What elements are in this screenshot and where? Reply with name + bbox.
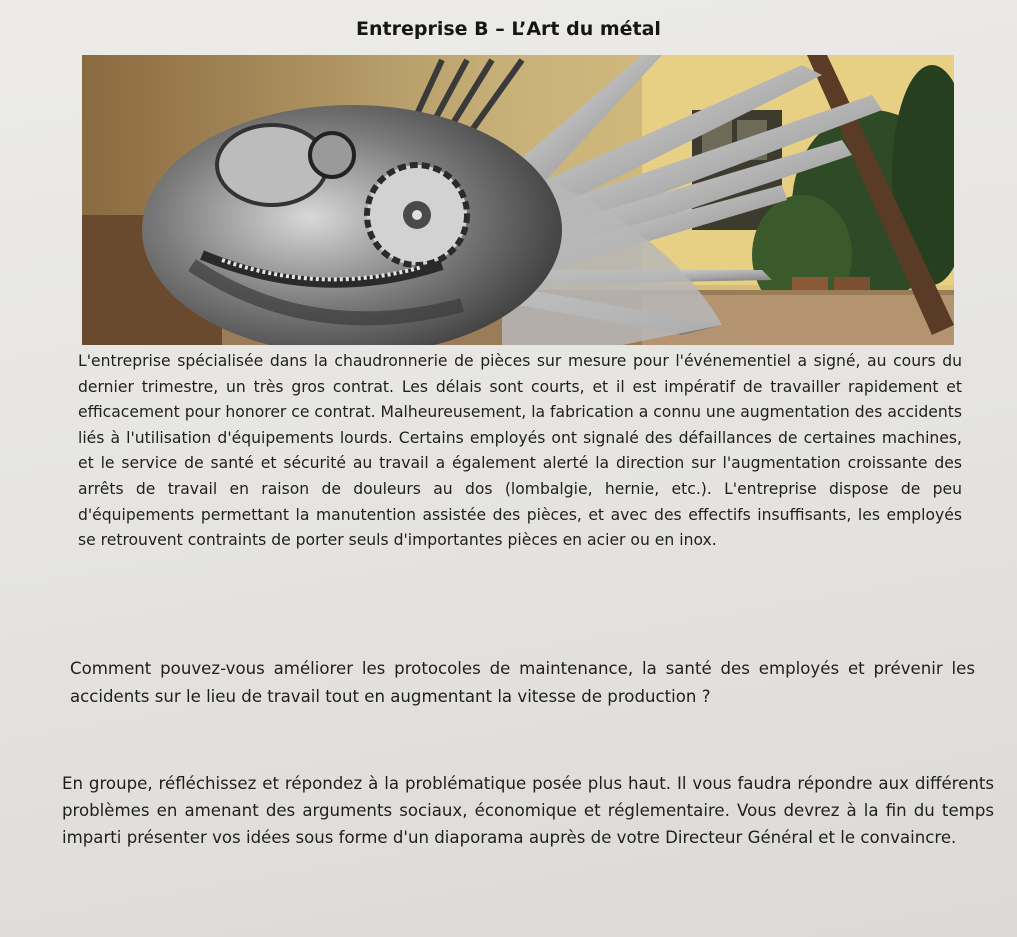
group-instructions: En groupe, réfléchissez et répondez à la problématique posée plus haut. Il vous faudra répondre aux différents problèmes en amenant des arguments sociaux, économique et réglementaire. Vous devrez à la fin du temps imparti présenter vos idées sous forme d'un diaporama auprès de votre Directeur Général et le convaincre. xyxy=(62,774,994,847)
document-title: Entreprise B – L’Art du métal xyxy=(356,18,661,40)
metal-fish-sculpture-photo xyxy=(82,55,954,345)
intro-paragraph: L'entreprise spécialisée dans la chaudronnerie de pièces sur mesure pour l'événementiel a signé, au cours du dernier trimestre, un très gros contrat. Les délais sont courts, et il est impératif de travailler rapidement et efficacement pour honorer ce contrat. Malheureusement, la fabrication a connu une augmentation des accidents liés à l'utilisation d'équipements lourds. Certains employés ont signalé des défaillances de certaines machines, et le service de santé et sécurité au travail a également alerté la direction sur l'augmentation croissante des arrêts de travail en raison de douleurs au dos (lombalgie, hernie, etc.). L'entreprise dispose de peu d'équipements permettant la manutention assistée des pièces, et avec des effectifs insuffisants, les employés se retrouvent contraints de porter seuls d'importantes pièces en acier ou en inox. xyxy=(78,352,962,550)
problem-question: Comment pouvez-vous améliorer les protocoles de maintenance, la santé des employés et prévenir les accidents sur le lieu de travail tout en augmentant la vitesse de production ? xyxy=(70,659,975,706)
